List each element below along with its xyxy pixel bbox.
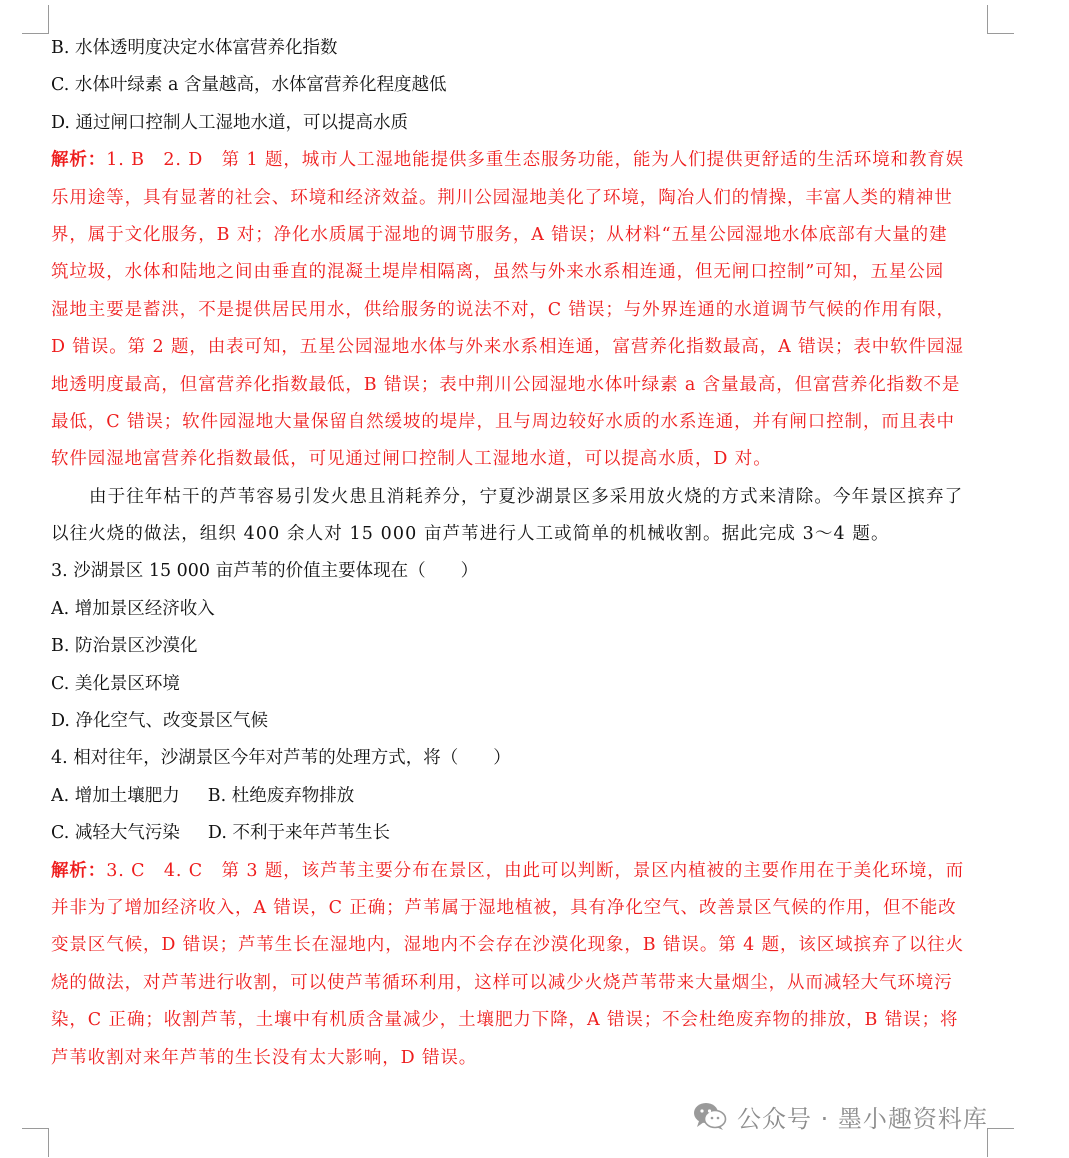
analysis-line: 染，C 正确；收割芦苇，土壤中有机质含量减少，土壤肥力下降，A 错误；不会杜绝废弃物的排放，B 错误；将 — [51, 1010, 959, 1031]
question-3-stem: 3. 沙湖景区 15 000 亩芦苇的价值主要体现在（ ） — [51, 561, 479, 582]
watermark-text: 公众号 · 墨小趣资料库 — [737, 1104, 988, 1133]
option-4c: C. 减轻大气污染 — [51, 823, 180, 844]
analysis-line: 变景区气候，D 错误；芦苇生长在湿地内，湿地内不会存在沙漠化现象，B 错误。第 4 题，该区域摈弃了以往火 — [51, 935, 964, 956]
document-body — [51, 30, 987, 1077]
crop-mark-top-left — [22, 5, 49, 34]
option-2c: C. 水体叶绿素 a 含量越高，水体富营养化程度越低 — [51, 75, 447, 96]
question-4-options-row — [51, 815, 987, 852]
analysis-line: 筑垃圾，水体和陆地之间由垂直的混凝土堤岸相隔离，虽然与外来水系相连通，但无闸口控制”可知，五星公园 — [51, 262, 945, 283]
option-4d: D. 不利于来年芦苇生长 — [207, 823, 390, 844]
crop-mark-top-right — [987, 5, 1014, 34]
option-4b: B. 杜绝废弃物排放 — [207, 785, 355, 806]
question-4-stem: 4. 相对往年，沙湖景区今年对芦苇的处理方式，将（ ） — [51, 748, 511, 769]
material-line: 由于往年枯干的芦苇容易引发火患且消耗养分，宁夏沙湖景区多采用放火烧的方式来清除。今年景区摈弃了 — [89, 486, 964, 507]
material-line: 以往火烧的做法，组织 400 余人对 15 000 亩芦苇进行人工或简单的机械收割。据此完成 3～4 题。 — [51, 524, 890, 545]
analysis-1-2 — [51, 142, 987, 479]
analysis-line: 最低，C 错误；软件园湿地大量保留自然缓坡的堤岸，且与周边较好水质的水系连通，并有闸口控制，而且表中 — [51, 411, 955, 432]
analysis-answers: 3. C 4. C — [106, 860, 222, 881]
option-3b: B. 防治景区沙漠化 — [51, 636, 198, 657]
wechat-icon — [693, 1101, 727, 1131]
analysis-text: 第 3 题，该芦苇主要分布在景区，由此可以判断，景区内植被的主要作用在于美化环境，而 — [221, 860, 965, 881]
analysis-label: 解析： — [51, 150, 107, 171]
crop-mark-bottom-right — [987, 1128, 1014, 1157]
analysis-line: 乐用途等，具有显著的社会、环境和经济效益。荆川公园湿地美化了环境，陶冶人们的情操，丰富人类的精神世 — [51, 187, 953, 208]
option-4a: A. 增加土壤肥力 — [51, 785, 180, 806]
watermark — [693, 1098, 988, 1134]
option-3a: A. 增加景区经济收入 — [51, 598, 215, 619]
option-2d: D. 通过闸口控制人工湿地水道，可以提高水质 — [51, 112, 409, 133]
crop-mark-bottom-left — [22, 1128, 49, 1157]
analysis-line — [51, 853, 987, 890]
analysis-line: 芦苇收割对来年芦苇的生长没有太大影响，D 错误。 — [51, 1047, 478, 1068]
material-paragraph — [51, 479, 987, 554]
option-3d: D. 净化空气、改变景区气候 — [51, 711, 269, 732]
analysis-line: 软件园湿地富营养化指数最低，可见通过闸口控制人工湿地水道，可以提高水质，D 对。 — [51, 449, 772, 470]
option-2b: B. 水体透明度决定水体富营养化指数 — [51, 38, 338, 58]
option-3c: C. 美化景区环境 — [51, 673, 180, 694]
analysis-line: 烧的做法，对芦苇进行收割，可以使芦苇循环利用，这样可以减少火烧芦苇带来大量烟尘，从而减轻大气环境污 — [51, 972, 953, 993]
analysis-line: 界，属于文化服务，B 对；净化水质属于湿地的调节服务，A 错误；从材料“五星公园湿地水体底部有大量的建 — [51, 224, 948, 245]
analysis-line — [51, 142, 987, 179]
analysis-line: 湿地主要是蓄洪，不是提供居民用水，供给服务的说法不对，C 错误；与外界连通的水道调节气候的作用有限， — [51, 299, 955, 320]
analysis-line: 并非为了增加经济收入，A 错误，C 正确；芦苇属于湿地植被，具有净化空气、改善景区气候的作用，但不能改 — [51, 897, 957, 918]
analysis-text: 第 1 题，城市人工湿地能提供多重生态服务功能，能为人们提供更舒适的生活环境和教育娱 — [221, 150, 965, 171]
analysis-line: D 错误。第 2 题，由表可知，五星公园湿地水体与外来水系相连通，富营养化指数最高，A 错误；表中软件园湿 — [51, 337, 964, 358]
question-4-options-row — [51, 778, 987, 815]
analysis-answers: 1. B 2. D — [106, 150, 222, 171]
analysis-line: 地透明度最高，但富营养化指数最低，B 错误；表中荆川公园湿地水体叶绿素 a 含量最高，但富营养化指数不是 — [51, 374, 961, 395]
analysis-3-4 — [51, 853, 987, 1077]
analysis-label: 解析： — [51, 860, 107, 881]
